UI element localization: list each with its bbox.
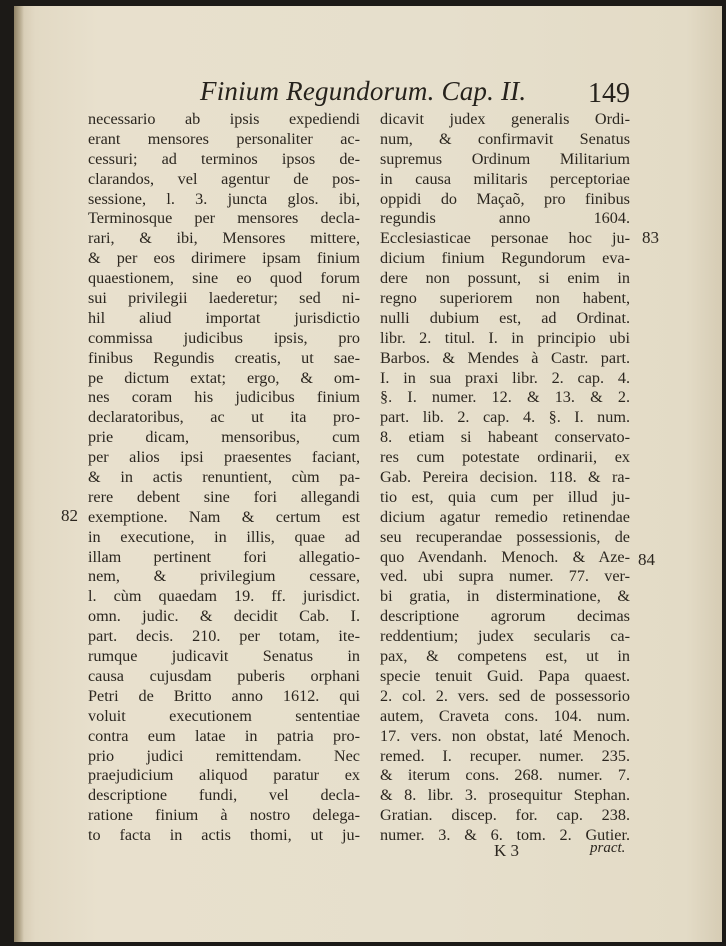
right-column-line: in causa militaris perceptoriae [380, 169, 630, 188]
left-column-line: pe dictum extat; ergo, & om- [88, 368, 360, 387]
right-column-line: descriptione agrorum decimas [380, 607, 630, 626]
left-column-line: nes coram his judicibus finium [88, 388, 360, 407]
left-column-line: & per eos dirimere ipsam finium [88, 249, 360, 268]
left-column-line: omn. judic. & decidit Cab. I. [88, 607, 360, 626]
left-column-line: in executione, in illis, quae ad [88, 527, 360, 546]
right-column-line: I. in sua praxi libr. 2. cap. 4. [380, 368, 630, 387]
left-column-line: Terminosque per mensores decla- [88, 209, 360, 228]
right-column-line: part. lib. 2. cap. 4. §. I. num. [380, 408, 630, 427]
left-column-line: contra eum latae in patria pro- [88, 726, 360, 745]
right-column-line: autem, Craveta cons. 104. num. [380, 706, 630, 725]
left-column-line: hil aliud importat jurisdictio [88, 308, 360, 327]
left-column-line: ratione finium à nostro delega- [88, 806, 360, 825]
left-column-line: l. cùm quaedam 19. ff. jurisdict. [88, 587, 360, 606]
right-column-line: tio est, quia cum per illud ju- [380, 487, 630, 506]
right-column-line: numer. 3. & 6. tom. 2. Gutier. [380, 826, 630, 845]
right-column-line: regundis anno 1604. [380, 209, 630, 228]
left-column-line: prie dicam, mensoribus, cum [88, 428, 360, 447]
left-column-line: voluit executionem sententiae [88, 706, 360, 725]
left-column-line: per alios ipsi praesentes faciant, [88, 448, 360, 467]
right-column-line: & iterum cons. 268. numer. 7. [380, 766, 630, 785]
right-column-line: supremus Ordinum Militarium [380, 149, 630, 168]
right-column-line: res cum potestate ordinarii, ex [380, 448, 630, 467]
right-column-line: ved. ubi supra numer. 77. ver- [380, 567, 630, 586]
left-column-line: to facta in actis thomi, ut ju- [88, 826, 360, 845]
right-column-line: Gab. Pereira decision. 118. & ra- [380, 468, 630, 487]
left-column-line: causa cujusdam puberis orphani [88, 666, 360, 685]
left-column-line: nem, & privilegium cessare, [88, 567, 360, 586]
margin-note-83: 83 [642, 228, 659, 247]
right-column-line: 2. col. 2. vers. sed de possessorio [380, 686, 630, 705]
left-column-line: sui privilegii laederetur; sed ni- [88, 289, 360, 308]
right-column-line: dicavit judex generalis Ordi- [380, 110, 630, 128]
right-column-line: num, & confirmavit Senatus [380, 129, 630, 148]
left-column-line: rumque judicavit Senatus in [88, 647, 360, 666]
right-column-line: dicium finium Regundorum eva- [380, 249, 630, 268]
left-column-line: & in actis renuntient, cùm pa- [88, 468, 360, 487]
left-column-line: part. decis. 210. per totam, ite- [88, 627, 360, 646]
right-column-line: & 8. libr. 3. prosequitur Stephan. [380, 786, 630, 805]
right-column-line: nulli dubium est, ad Ordinat. [380, 308, 630, 327]
right-column-line: dere non possunt, si enim in [380, 269, 630, 288]
right-column-line: §. I. numer. 12. & 13. & 2. [380, 388, 630, 407]
left-column-line: illam pertinent fori allegatio- [88, 547, 360, 566]
book-page [14, 6, 722, 942]
left-column-line: quaestionem, sine eo quod forum [88, 269, 360, 288]
left-column-line: prio judici remittendam. Nec [88, 746, 360, 765]
right-text-column [380, 110, 630, 846]
right-column-line: quo Avendanh. Menoch. & Aze- [380, 547, 630, 566]
right-column-line: 8. etiam si habeant conservato- [380, 428, 630, 447]
catchword: pract. [590, 840, 626, 856]
left-column-line: cessuri; ad terminos ipsos de- [88, 149, 360, 168]
right-column-line: 17. vers. non obstat, laté Menoch. [380, 726, 630, 745]
left-column-line: Petri de Britto anno 1612. qui [88, 686, 360, 705]
right-column-line: oppidi do Maçaõ, pro finibus [380, 189, 630, 208]
signature-mark: K 3 [494, 841, 520, 860]
margin-note-82: 82 [61, 506, 78, 525]
right-column-line: specie tenuit Guid. Papa quaest. [380, 666, 630, 685]
left-text-column [88, 110, 360, 846]
left-column-line: finibus Regundis creatis, ut sae- [88, 348, 360, 367]
right-column-line: dicium agatur remedio retinendae [380, 507, 630, 526]
right-column-line: regno superiorem non habent, [380, 289, 630, 308]
left-column-line: exemptione. Nam & certum est [88, 507, 360, 526]
left-column-line: praejudicium aliquod paratur ex [88, 766, 360, 785]
running-head: Finium Regundorum. Cap. II. [200, 76, 527, 106]
left-column-line: necessario ab ipsis expediendi [88, 110, 360, 128]
left-column-line: rere debent sine fori allegandi [88, 487, 360, 506]
left-column-line: declaratoribus, ac ut ita pro- [88, 408, 360, 427]
right-column-line: libr. 2. titul. I. in principio ubi [380, 328, 630, 347]
left-column-line: descriptione fundi, vel decla- [88, 786, 360, 805]
right-column-line: Ecclesiasticae personae hoc ju- [380, 229, 630, 248]
left-column-line: rari, & ibi, Mensores mittere, [88, 229, 360, 248]
right-column-line: reddentium; judex secularis ca- [380, 627, 630, 646]
right-column-line: pax, & competens est, ut in [380, 647, 630, 666]
page-gutter-shadow [14, 6, 24, 942]
left-column-line: erant mensores personaliter ac- [88, 129, 360, 148]
left-column-line: sessione, l. 3. juncta glos. ibi, [88, 189, 360, 208]
right-column-line: bi gratia, in disterminatione, & [380, 587, 630, 606]
right-column-line: remed. I. recuper. numer. 235. [380, 746, 630, 765]
page-number: 149 [588, 78, 630, 109]
right-column-line: seu recuperandae possessionis, de [380, 527, 630, 546]
left-column-line: clarandos, vel agentur de pos- [88, 169, 360, 188]
right-column-line: Gratian. discep. for. cap. 238. [380, 806, 630, 825]
left-column-line: commissa judicibus ipsis, pro [88, 328, 360, 347]
right-column-line: Barbos. & Mendes à Castr. part. [380, 348, 630, 367]
margin-note-84: 84 [638, 550, 655, 569]
